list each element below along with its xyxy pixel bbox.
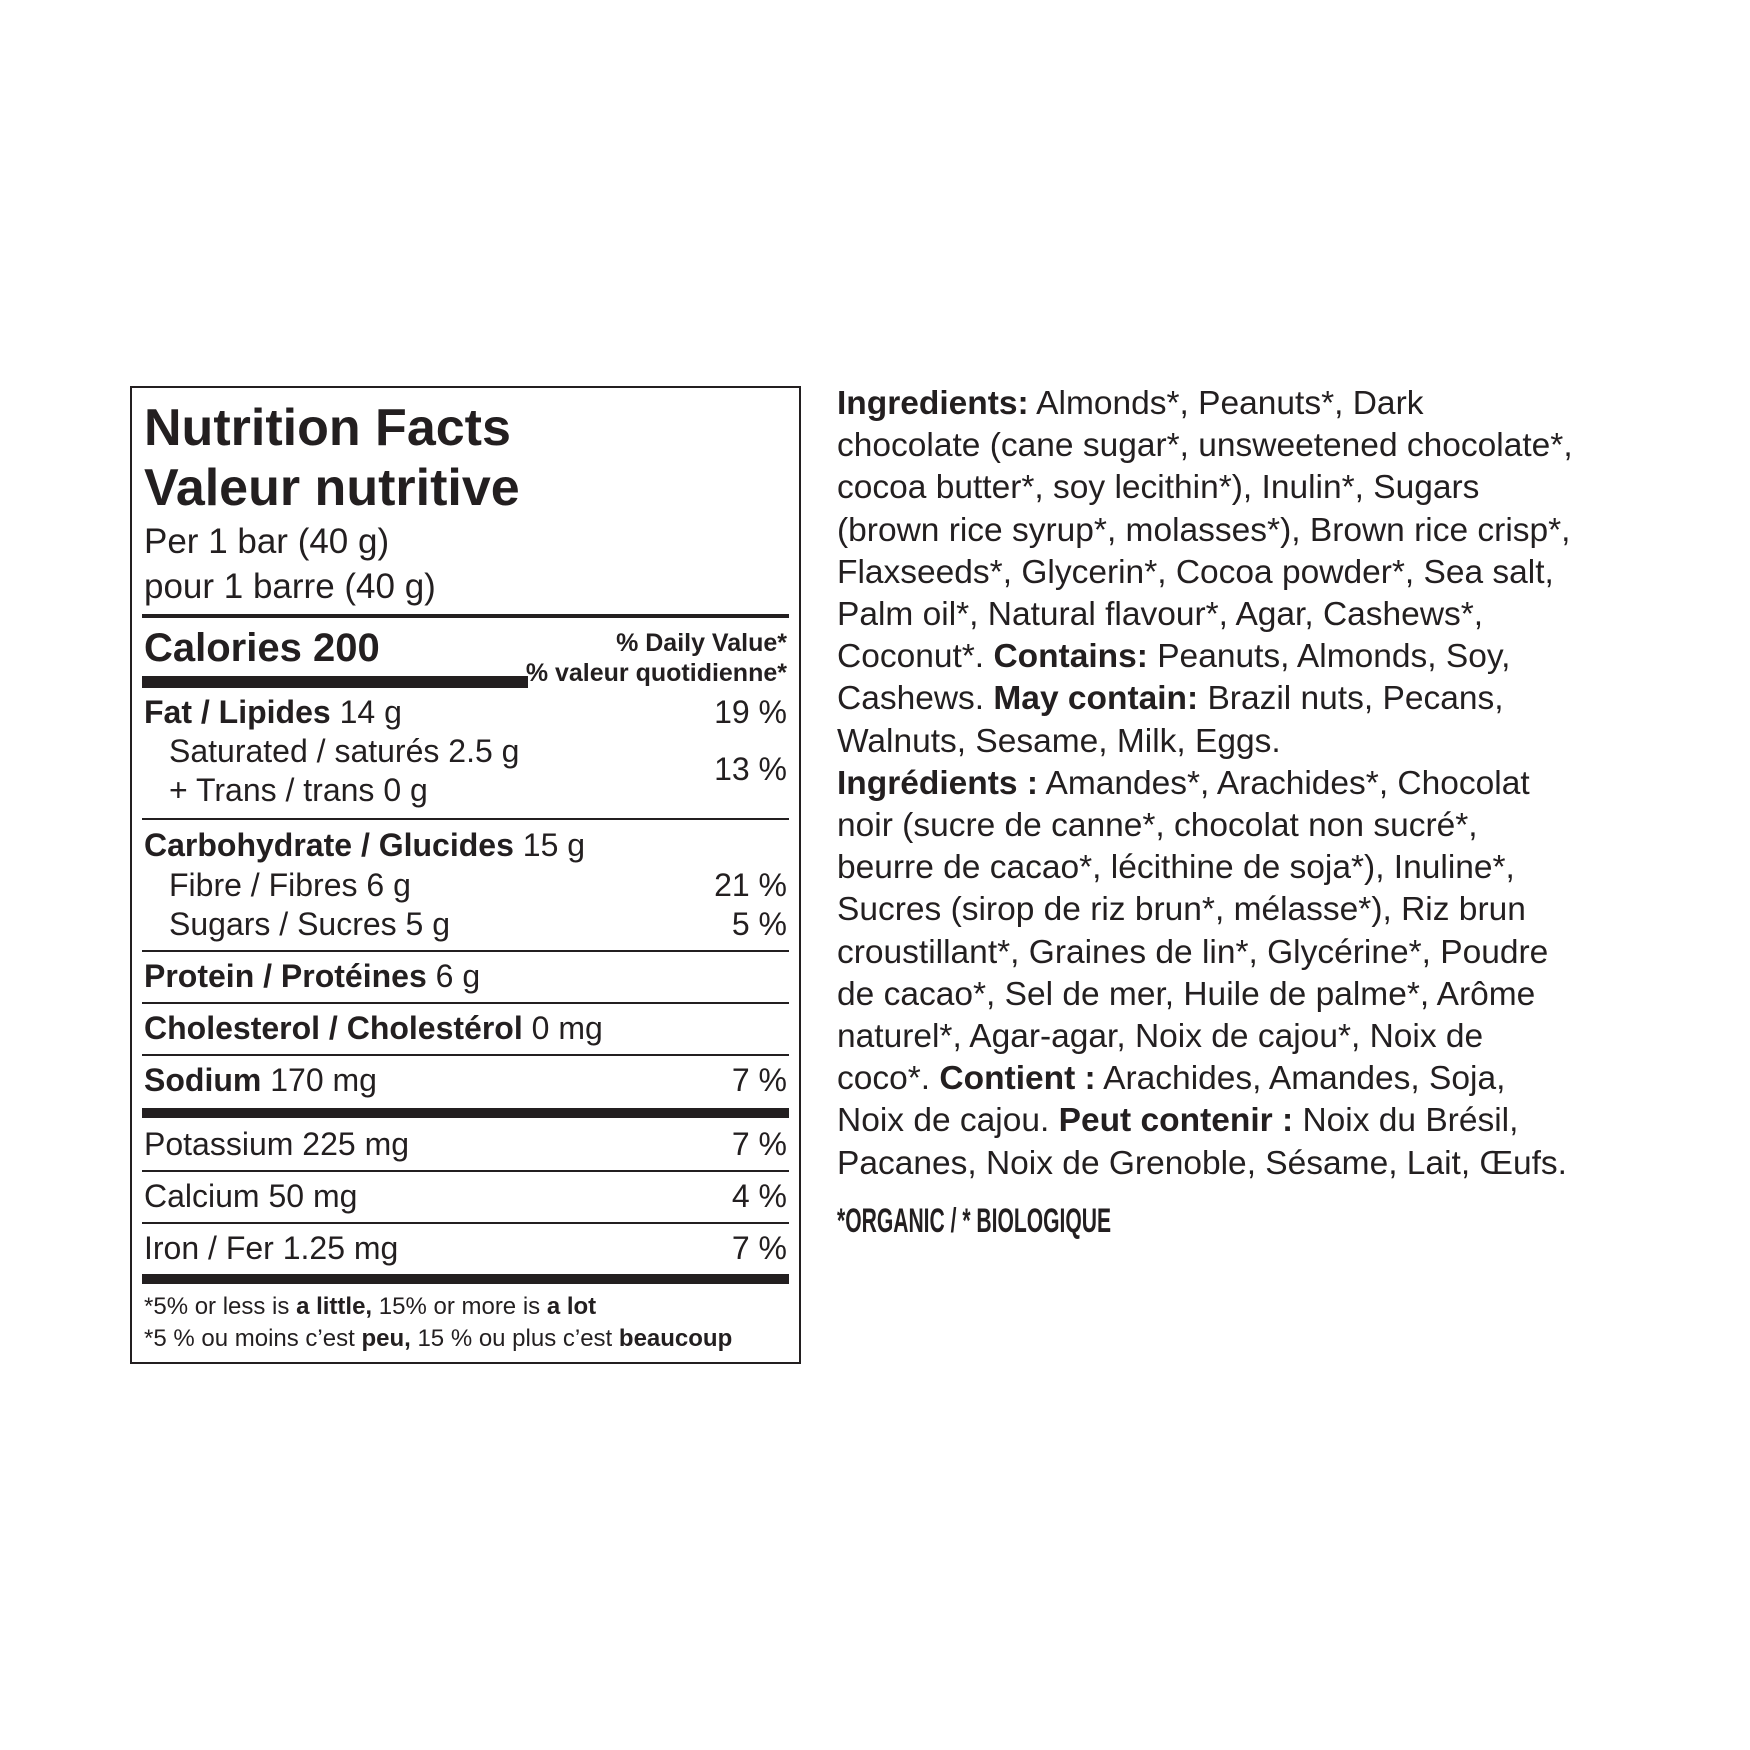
footnote-emphasis: a little, xyxy=(296,1293,373,1320)
serving-size-en: Per 1 bar (40 g) xyxy=(144,522,390,561)
ingredients-text: Brazil nuts, Pecans, xyxy=(1198,680,1504,718)
carbohydrate-label: Carbohydrate / Glucides xyxy=(144,827,514,863)
ingredients-text: Cashews. xyxy=(837,680,994,718)
ingredients-line: cocoa butter*, soy lecithin*), Inulin*, Sugars xyxy=(837,469,1480,507)
footnote-text: 15 % ou plus c’est xyxy=(410,1325,619,1352)
fat-percent: 19 % xyxy=(714,694,787,730)
ingredients-line: de cacao*, Sel de mer, Huile de palme*, Arôme xyxy=(837,975,1536,1013)
ingredients-text: Amandes*, Arachides*, Chocolat xyxy=(1038,764,1530,802)
sodium-amount: 170 mg xyxy=(270,1062,377,1098)
ingredients-line: chocolate (cane sugar*, unsweetened chocolate*, xyxy=(837,427,1573,465)
footnote-emphasis: peu, xyxy=(361,1325,411,1352)
ingredients-text: Peanuts, Almonds, Soy, xyxy=(1147,638,1511,676)
ingredients-text: Coconut*. xyxy=(837,638,994,676)
ingredients-text: coco*. xyxy=(837,1060,940,1098)
sodium-percent: 7 % xyxy=(731,1062,787,1098)
organic-note: *ORGANIC / * BIOLOGIQUE xyxy=(837,1202,1112,1240)
footnote-fr xyxy=(144,1327,732,1351)
contains-heading-fr: Contient : xyxy=(939,1060,1096,1098)
trans-row: + Trans / trans 0 g xyxy=(169,772,428,808)
ingredients-line xyxy=(837,1100,1737,1142)
divider-rule xyxy=(142,950,789,952)
serving-size-fr: pour 1 barre (40 g) xyxy=(144,567,436,606)
iron-percent: 7 % xyxy=(731,1230,787,1266)
protein-amount: 6 g xyxy=(435,958,481,994)
calories-value: 200 xyxy=(312,626,380,670)
ingredients-line: croustillant*, Graines de lin*, Glycérine*, Poudre xyxy=(837,933,1549,971)
iron-row: Iron / Fer 1.25 mg xyxy=(144,1230,399,1266)
divider-rule xyxy=(142,614,789,618)
thick-divider-rule xyxy=(142,1108,789,1118)
may-contain-heading-en: May contain: xyxy=(993,680,1199,718)
footnote-text: 15% or more is xyxy=(372,1293,547,1320)
cholesterol-amount: 0 mg xyxy=(531,1010,603,1046)
protein-row xyxy=(144,960,480,992)
divider-rule xyxy=(142,1054,789,1056)
ingredients-line: naturel*, Agar-agar, Noix de cajou*, Noix de xyxy=(837,1018,1484,1056)
calories-label: Calories xyxy=(144,626,302,670)
sodium-row xyxy=(144,1064,377,1096)
calcium-percent: 4 % xyxy=(731,1178,787,1214)
footnote-text: *5% or less is xyxy=(144,1293,297,1320)
nutrition-facts-table xyxy=(130,386,801,1364)
cholesterol-label: Cholesterol / Cholestérol xyxy=(144,1010,523,1046)
ingredients-text: Noix du Brésil, xyxy=(1293,1102,1519,1140)
ingredients-line xyxy=(837,678,1737,720)
saturated-trans-percent: 13 % xyxy=(714,751,787,787)
ingredients-line: beurre de cacao*, lécithine de soja*), Inuline*, xyxy=(837,849,1515,887)
ingredients-line: Pacanes, Noix de Grenoble, Sésame, Lait, Œufs. xyxy=(837,1144,1567,1182)
ingredients-line: noir (sucre de canne*, chocolat non sucré*, xyxy=(837,807,1478,845)
sodium-label: Sodium xyxy=(144,1062,262,1098)
divider-rule xyxy=(142,818,789,820)
divider-rule xyxy=(142,1002,789,1004)
ingredients-block xyxy=(837,383,1737,1185)
ingredients-heading-fr: Ingrédients : xyxy=(837,764,1039,802)
footnote-emphasis: beaucoup xyxy=(618,1325,733,1352)
footnote-emphasis: a lot xyxy=(546,1293,597,1320)
fibre-percent: 21 % xyxy=(714,867,787,903)
saturated-row: Saturated / saturés 2.5 g xyxy=(169,733,520,769)
calories xyxy=(144,628,380,668)
ingredients-line: (brown rice syrup*, molasses*), Brown rice crisp*, xyxy=(837,511,1571,549)
fibre-row: Fibre / Fibres 6 g xyxy=(169,867,411,903)
contains-heading-en: Contains: xyxy=(993,638,1148,676)
thick-divider-rule xyxy=(142,1274,789,1284)
divider-rule xyxy=(142,1170,789,1172)
potassium-row: Potassium 225 mg xyxy=(144,1126,410,1162)
ingredients-line xyxy=(837,1058,1737,1100)
ingredients-line: Sucres (sirop de riz brun*, mélasse*), Riz brun xyxy=(837,891,1526,929)
sugars-row: Sugars / Sucres 5 g xyxy=(169,906,451,942)
nutrition-title-fr: Valeur nutritive xyxy=(144,459,520,517)
fat-label: Fat / Lipides xyxy=(144,694,331,730)
carbohydrate-row xyxy=(144,829,585,861)
ingredients-text: Almonds*, Peanuts*, Dark xyxy=(1028,385,1424,422)
protein-label: Protein / Protéines xyxy=(144,958,427,994)
footnote-en xyxy=(144,1295,596,1319)
ingredients-line: Palm oil*, Natural flavour*, Agar, Cashews*, xyxy=(837,596,1484,634)
calories-underline xyxy=(142,676,528,688)
cholesterol-row xyxy=(144,1012,603,1044)
ingredients-text: Arachides, Amandes, Soja, xyxy=(1095,1060,1506,1098)
daily-value-header-fr: % valeur quotidienne* xyxy=(525,659,787,687)
daily-value-header-en: % Daily Value* xyxy=(616,629,787,657)
sugars-percent: 5 % xyxy=(731,906,787,942)
calcium-row: Calcium 50 mg xyxy=(144,1178,358,1214)
ingredients-text: Noix de cajou. xyxy=(837,1102,1059,1140)
ingredients-line xyxy=(837,763,1737,805)
nutrition-title-en: Nutrition Facts xyxy=(144,399,511,457)
ingredients-line xyxy=(837,383,1737,425)
fat-row xyxy=(144,696,402,728)
ingredients-line: Flaxseeds*, Glycerin*, Cocoa powder*, Sea salt, xyxy=(837,553,1554,591)
may-contain-heading-fr: Peut contenir : xyxy=(1058,1102,1294,1140)
ingredients-line: Walnuts, Sesame, Milk, Eggs. xyxy=(837,722,1281,760)
fat-amount: 14 g xyxy=(339,694,402,730)
divider-rule xyxy=(142,1222,789,1224)
potassium-percent: 7 % xyxy=(731,1126,787,1162)
carbohydrate-amount: 15 g xyxy=(522,827,586,863)
ingredients-line xyxy=(837,636,1737,678)
ingredients-heading-en: Ingredients: xyxy=(837,385,1029,422)
footnote-text: *5 % ou moins c’est xyxy=(144,1325,362,1352)
